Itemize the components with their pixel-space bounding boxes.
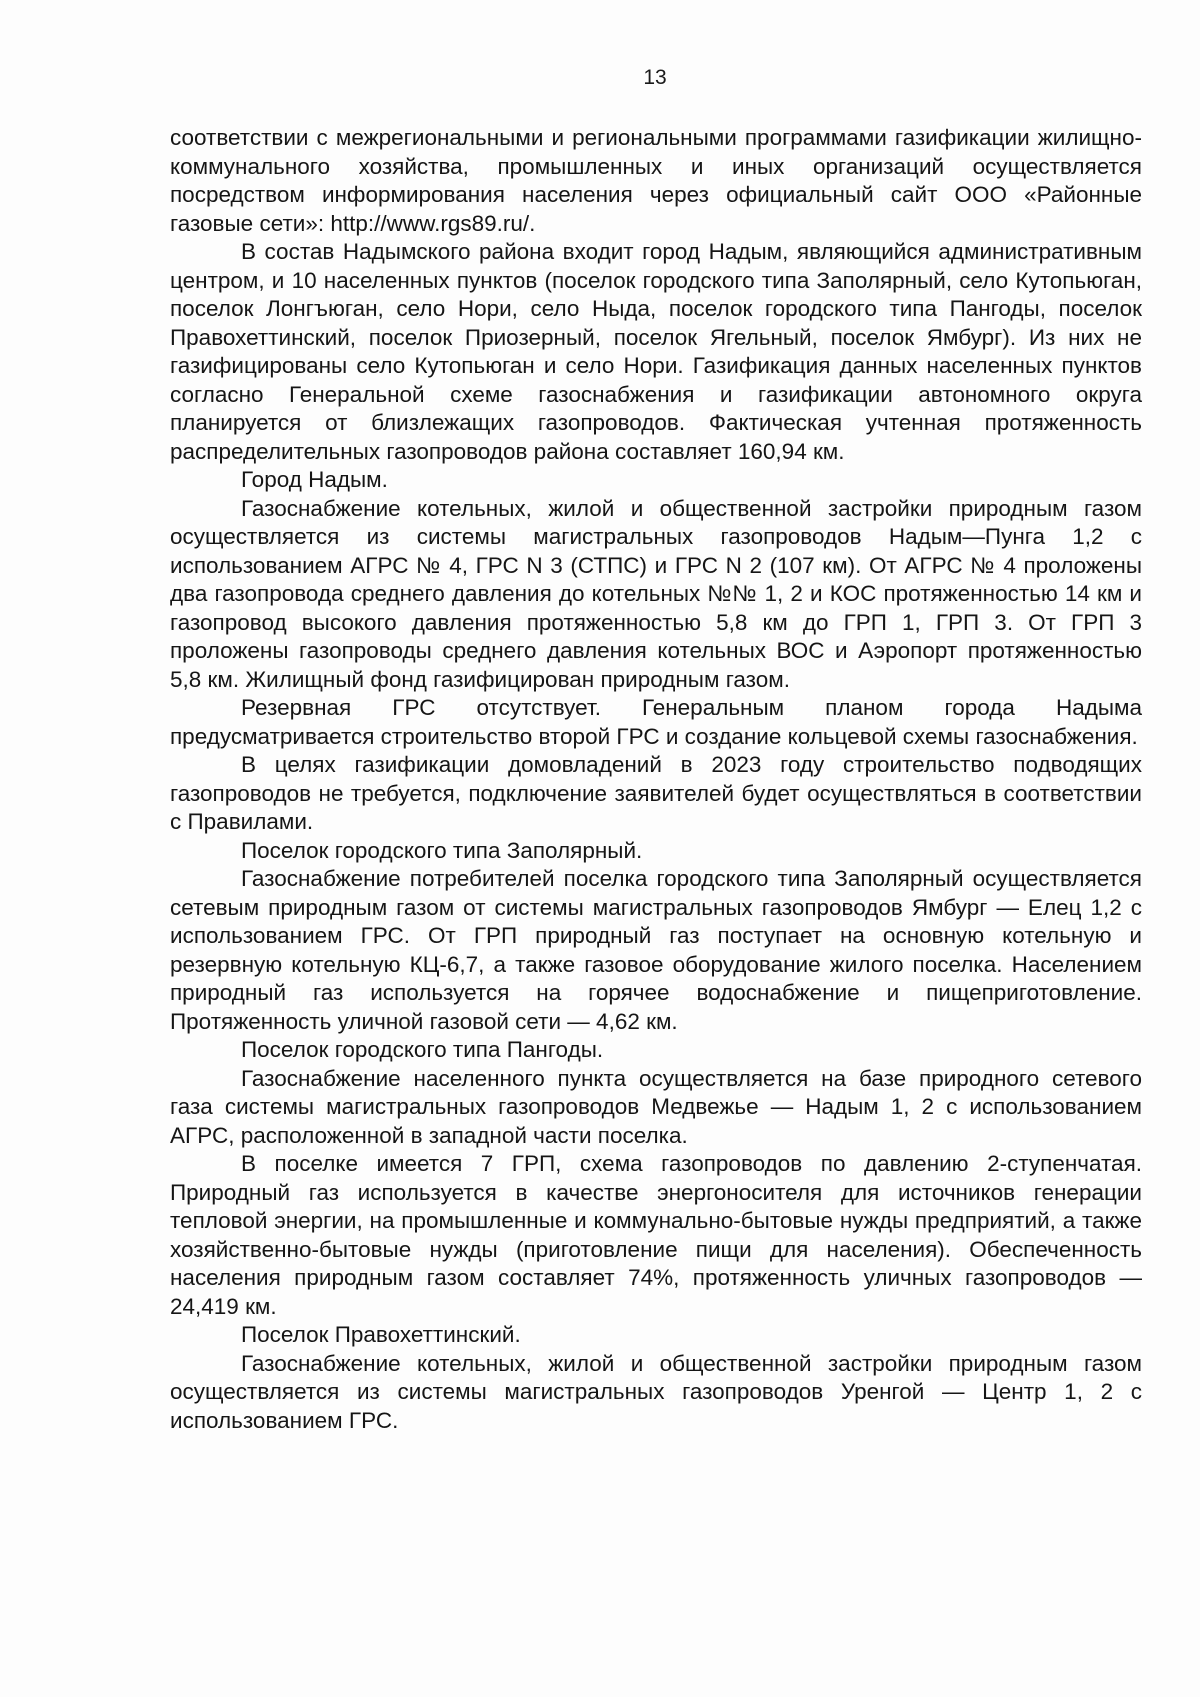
paragraph-nadym-reserve: Резервная ГРС отсутствует. Генеральным планом города Надыма предусматривается строительство второй ГРС и создание кольцевой схемы газоснабжения.	[170, 695, 1142, 749]
heading-pravokhettinsky: Поселок Правохеттинский.	[241, 1322, 521, 1347]
paragraph-nadym-2023: В целях газификации домовладений в 2023 году строительство подводящих газопроводов не требуется, подключение заявителей будет осуществляться в соответствии с Правилами.	[170, 752, 1142, 834]
heading-zapolyarny: Поселок городского типа Заполярный.	[241, 837, 643, 863]
paragraph-continuation: соответствии с межрегиональными и региональными программами газификации жилищно-коммунального хозяйства, промышленных и иных организаций осуществляется посредством информирования населения через официальный сайт ООО «Районные газовые сети»: http://www.rgs89.ru/.	[170, 125, 1142, 236]
paragraph-pravokhettinsky-supply: Газоснабжение котельных, жилой и общественной застройки природным газом осуществляется из системы магистральных газопроводов Уренгой — Центр 1, 2 с использованием ГРС.	[170, 1350, 1142, 1433]
paragraph-zapolyarny-supply: Газоснабжение потребителей поселка городского типа Заполярный осуществляется сетевым природным газом от системы магистральных газопроводов Ямбург — Елец 1,2 с использованием ГРС. От ГРП природный газ поступает на основную котельную и резервную котельную КЦ-6,7, а также газовое оборудование жилого поселка. Населением природный газ используется на горячее водоснабжение и пищеприготовление. Протяженность уличной газовой сети — 4,62 км.	[170, 866, 1142, 1034]
document-body	[170, 124, 1142, 1435]
paragraph-pangody-supply: Газоснабжение населенного пункта осуществляется на базе природного сетевого газа системы магистральных газопроводов Медвежье — Надым 1, 2 с использованием АГРС, расположенной в западной части поселка.	[170, 1065, 1142, 1148]
paragraph-nadym-supply: Газоснабжение котельных, жилой и общественной застройки природным газом осуществляется из системы магистральных газопроводов Надым—Пунга 1,2 с использованием АГРС № 4, ГРС N 3 (СТПС) и ГРС N 2 (107 км). От АГРС № 4 проложены два газопровода среднего давления до котельных №№ 1, 2 и КОС протяженностью 14 км и газопровод высокого давления протяженностью 5,8 км до ГРП 1, ГРП 3. От ГРП 3 проложены газопроводы среднего давления котельных ВОС и Аэропорт протяженностью 5,8 км. Жилищный фонд газифицирован природным газом.	[170, 495, 1142, 692]
heading-nadym: Город Надым.	[241, 467, 388, 492]
page-number: 13	[643, 66, 667, 89]
paragraph-district-composition: В состав Надымского района входит город Надым, являющийся административным центром, и 10 населенных пунктов (поселок городского типа Заполярный, село Кутопьюган, поселок Лонгъюган, село Нори, село Ныда, поселок городского типа Пангоды, поселок Правохеттинский, поселок Приозерный, поселок Ягельный, поселок Ямбург). Из них не газифицированы село Кутопьюган и село Нори. Газификация данных населенных пунктов согласно Генеральной схеме газоснабжения и газификации автономного округа планируется от близлежащих газопроводов. Фактическая учтенная протяженность распределительных газопроводов района составляет 160,94 км.	[170, 239, 1142, 464]
paragraph-pangody-grp: В поселке имеется 7 ГРП, схема газопроводов по давлению 2-ступенчатая. Природный газ используется в качестве энергоносителя для источников генерации тепловой энергии, на промышленные и коммунально-бытовые нужды предприятий, а также хозяйственно-бытовые нужды (приготовление пищи для населения). Обеспеченность населения природным газом составляет 74%, протяженность уличных газопроводов — 24,419 км.	[170, 1151, 1142, 1319]
heading-pangody: Поселок городского типа Пангоды.	[241, 1037, 604, 1062]
